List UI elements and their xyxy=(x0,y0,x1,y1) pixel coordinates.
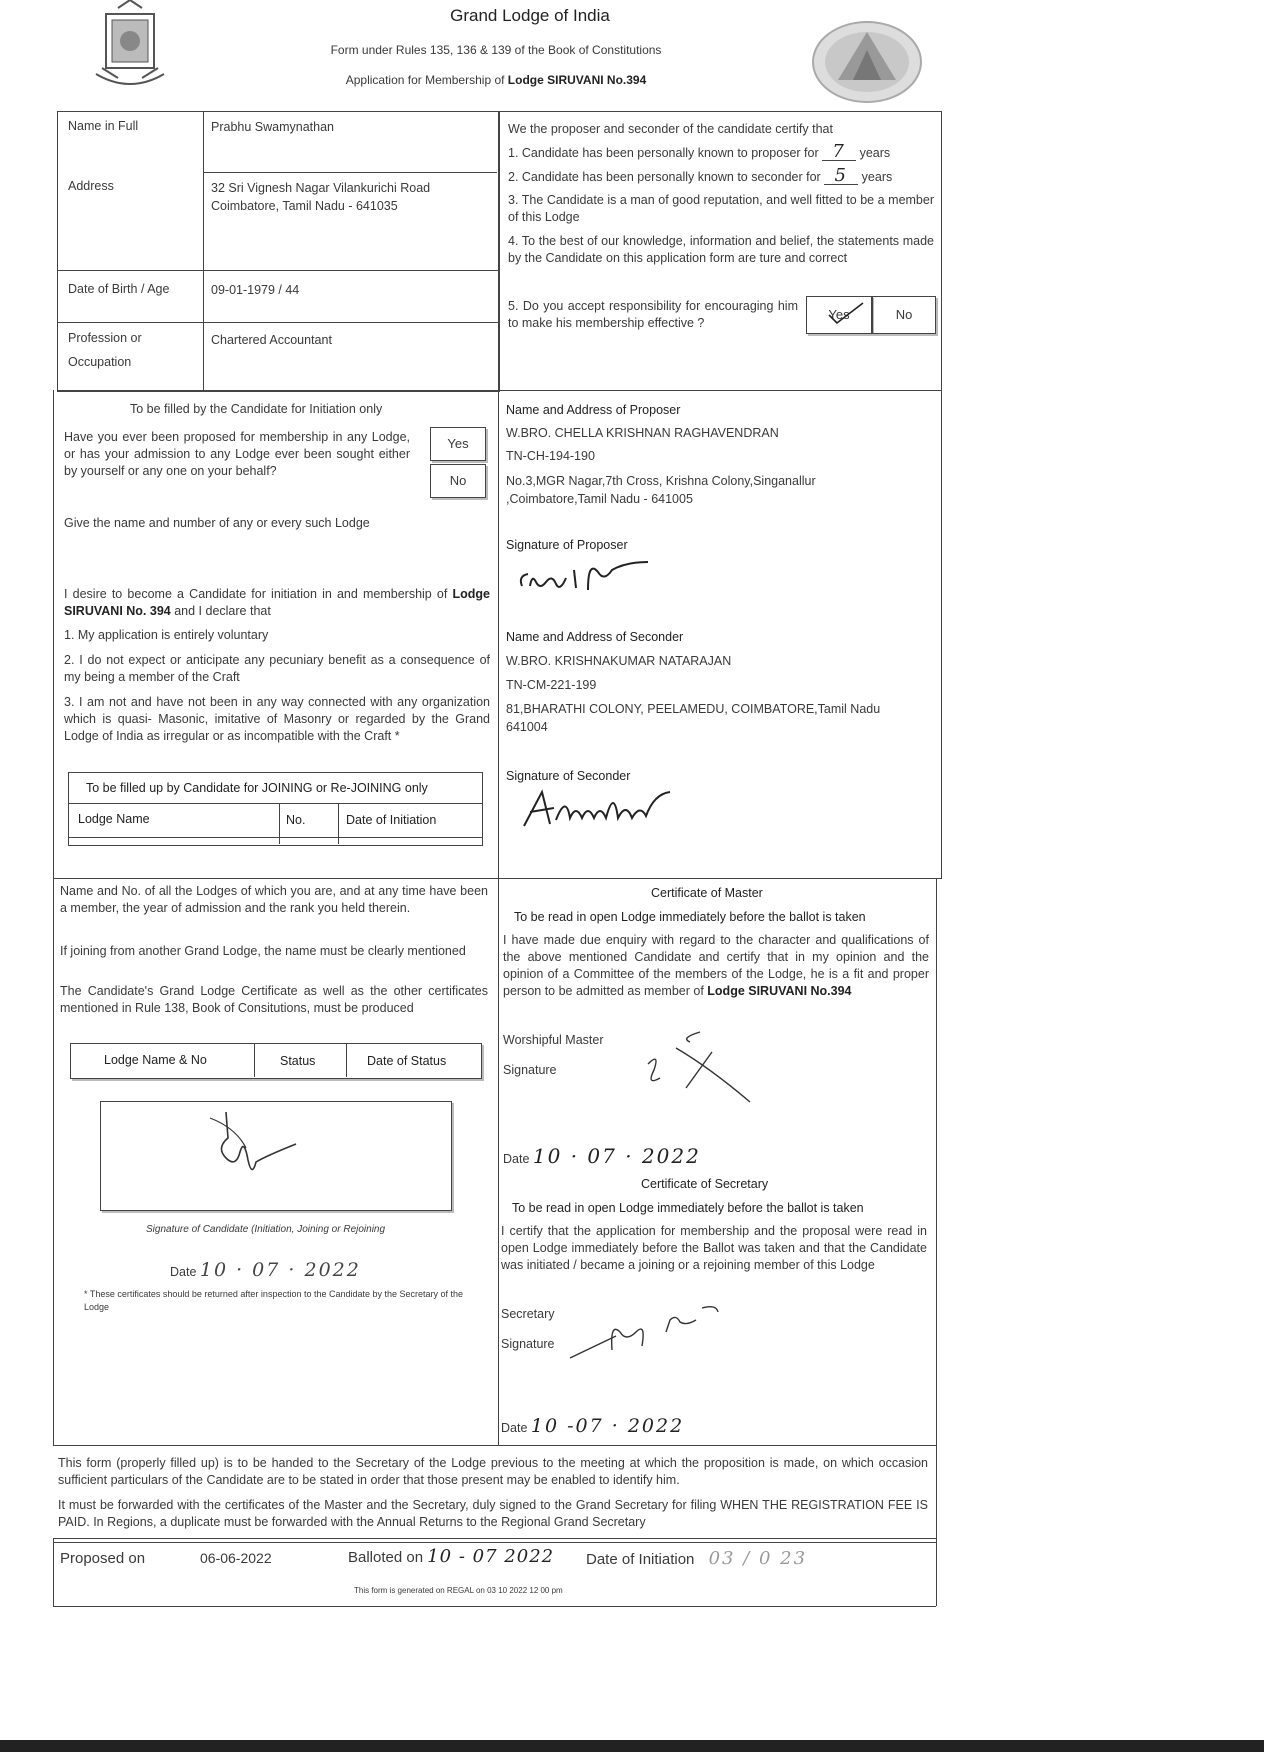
proposed-on-label: Proposed on xyxy=(60,1550,146,1567)
footer-p1: This form (properly filled up) is to be handed to the Secretary of the Lodge previous to the meeting at which the proposition is made, on which occasion sufficient particulars of the Candidate are to be stated in order that those present may be enabled to identify him. xyxy=(58,1456,928,1487)
tick-mark xyxy=(827,301,867,325)
master-heading: Certificate of Master xyxy=(651,886,763,900)
seconder-signature-label: Signature of Seconder xyxy=(506,769,631,783)
responsibility-yes-box[interactable]: Yes xyxy=(806,296,872,334)
grand-lodge-emblem xyxy=(88,0,172,92)
profession-label: Profession or xyxy=(68,331,142,345)
lodges-col-lodge: Lodge Name & No xyxy=(104,1053,207,1067)
item2-years-value: 5 xyxy=(824,167,858,185)
lodges-info-p2: If joining from another Grand Lodge, the name must be clearly mentioned xyxy=(60,944,466,958)
candidate-signature xyxy=(196,1108,306,1198)
name-value: Prabhu Swamynathan xyxy=(211,120,334,134)
certify-item1: 1. Candidate has been personally known to proposer for 7 years xyxy=(508,141,891,162)
joining-col-no: No. xyxy=(286,813,306,827)
date-of-initiation: Date of Initiation 03 / 0 23 xyxy=(586,1548,808,1569)
footer-p2: It must be forwarded with the certificates of the Master and the Secretary, duly signed to the Grand Secretary for filing WHEN THE REGISTRATION FEE IS PAID. In Regions, a duplicate must be forwarded with the Annual Returns to the Regional Grand Secretary xyxy=(58,1498,928,1529)
desire-text: I desire to become a Candidate for initiation in and membership of Lodge SIRUVANI No. 394 and I declare that xyxy=(64,587,490,618)
give-name-text: Give the name and number of any or every such Lodge xyxy=(64,516,370,530)
seconder-id: TN-CM-221-199 xyxy=(506,678,597,692)
top-left-box xyxy=(57,111,500,392)
master-date: Date 10 · 07 · 2022 xyxy=(503,1144,701,1168)
lodges-info-p1: Name and No. of all the Lodges of which you are, and at any time have been a member, the year of admission and the rank you held therein. xyxy=(60,884,488,915)
proposer-address1: No.3,MGR Nagar,7th Cross, Krishna Colony,Singanallur xyxy=(506,474,816,488)
occupation-label: Occupation xyxy=(68,355,132,369)
address-label: Address xyxy=(68,179,114,193)
certify-item4: 4. To the best of our knowledge, information and belief, the statements made by the Candidate on this application form are ture and correct xyxy=(508,234,934,265)
master-signature xyxy=(640,1028,760,1108)
proposed-on-value: 06-06-2022 xyxy=(200,1550,272,1566)
secretary-date-value: 10 -07 · 2022 xyxy=(530,1415,685,1437)
proposer-heading: Name and Address of Proposer xyxy=(506,403,681,417)
secretary-body: I certify that the application for membership and the proposal were read in open Lodge immediately before the Ballot was taken and that the Candidate was initiated / became a joining or a rejoining member of this Lodge xyxy=(501,1224,927,1272)
master-subheading: To be read in open Lodge immediately before the ballot is taken xyxy=(514,910,866,924)
lodges-col-date: Date of Status xyxy=(367,1054,447,1068)
balloted-on: Balloted on 10 - 07 2022 xyxy=(348,1546,555,1567)
lodges-info-p3: The Candidate's Grand Lodge Certificate as well as the other certificates mentioned in Rule 138, Book of Consitutions, must be produced xyxy=(60,984,488,1015)
proposer-address2: ,Coimbatore,Tamil Nadu - 641005 xyxy=(506,492,693,506)
master-signature-label: Signature xyxy=(503,1063,557,1077)
balloted-on-value: 10 - 07 2022 xyxy=(427,1546,555,1567)
address-line1: 32 Sri Vignesh Nagar Vilankurichi Road xyxy=(211,181,431,195)
proposer-signature-label: Signature of Proposer xyxy=(506,538,628,552)
proposer-name: W.BRO. CHELLA KRISHNAN RAGHAVENDRAN xyxy=(506,426,779,440)
candidate-signature-caption: Signature of Candidate (Initiation, Joining or Rejoining xyxy=(146,1224,386,1235)
secretary-date: Date 10 -07 · 2022 xyxy=(501,1415,685,1437)
document-subtitle: Form under Rules 135, 136 & 139 of the Book of Constitutions xyxy=(330,43,662,57)
candidate-date: Date 10 · 07 · 2022 xyxy=(170,1259,361,1281)
document-title: Grand Lodge of India xyxy=(450,6,610,25)
certify-item5: 5. Do you accept responsibility for encouraging him to make his membership effective ? xyxy=(508,299,798,330)
proposer-id: TN-CH-194-190 xyxy=(506,449,595,463)
master-body: I have made due enquiry with regard to the character and qualifications of the above mentioned Candidate and certify that in my opinion and the opinion of a Committee of the members of the Lodge, he is a fit and proper person to be admitted as member of Lodge SIRUVANI No.394 xyxy=(503,933,929,998)
secretary-heading: Certificate of Secretary xyxy=(641,1177,769,1191)
date-of-initiation-value: 03 / 0 23 xyxy=(708,1548,808,1569)
seconder-signature xyxy=(520,784,680,834)
joining-col-lodge: Lodge Name xyxy=(78,812,150,826)
name-label: Name in Full xyxy=(68,119,139,133)
joining-col-date: Date of Initiation xyxy=(346,813,437,827)
item1-years-value: 7 xyxy=(822,143,856,161)
seconder-address1: 81,BHARATHI COLONY, PEELAMEDU, COIMBATORE,Tamil Nadu xyxy=(506,702,881,716)
certify-item3: 3. The Candidate is a man of good reputation, and well fitted to be a member of this Lodge xyxy=(508,193,934,224)
declaration-3: 3. I am not and have not been in any way connected with any organization which is quasi- Masonic, imitative of Masonry or regarded by the Grand Lodge of India as irregular or as incompatible with the Craft * xyxy=(64,695,490,743)
certify-item2: 2. Candidate has been personally known to seconder for 5 years xyxy=(508,165,893,186)
certify-intro: We the proposer and seconder of the candidate certify that xyxy=(508,122,833,136)
certificates-footnote: * These certificates should be returned after inspection to the Candidate by the Secretary of the Lodge xyxy=(84,1289,464,1312)
profession-value: Chartered Accountant xyxy=(211,333,332,347)
secretary-signature xyxy=(566,1302,726,1362)
application-heading: Application for Membership of Lodge SIRUVANI No.394 xyxy=(345,73,647,87)
seconder-heading: Name and Address of Seconder xyxy=(506,630,684,644)
declaration-1: 1. My application is entirely voluntary xyxy=(64,628,269,642)
proposed-no-box[interactable]: No xyxy=(430,464,486,498)
candidate-date-value: 10 · 07 · 2022 xyxy=(199,1259,361,1281)
secretary-label: Secretary xyxy=(501,1307,555,1321)
seconder-address2: 641004 xyxy=(506,720,548,734)
secretary-subheading: To be read in open Lodge immediately before the ballot is taken xyxy=(512,1201,864,1215)
address-line2: Coimbatore, Tamil Nadu - 641035 xyxy=(211,199,398,213)
responsibility-no-box[interactable]: No xyxy=(872,296,936,334)
seal-stamp xyxy=(808,20,926,104)
proposer-signature xyxy=(516,556,656,602)
dob-label: Date of Birth / Age xyxy=(68,282,170,296)
secretary-signature-label: Signature xyxy=(501,1337,555,1351)
initiation-heading: To be filled by the Candidate for Initiation only xyxy=(130,402,383,416)
master-wm-label: Worshipful Master xyxy=(503,1033,604,1047)
proposed-yes-box[interactable]: Yes xyxy=(430,427,486,461)
master-date-value: 10 · 07 · 2022 xyxy=(532,1144,701,1168)
seconder-name: W.BRO. KRISHNAKUMAR NATARAJAN xyxy=(506,654,732,668)
lodges-col-status: Status xyxy=(280,1054,316,1068)
joining-heading: To be filled up by Candidate for JOINING or Re-JOINING only xyxy=(86,781,428,795)
generated-note: This form is generated on REGAL on 03 10 2022 12 00 pm xyxy=(354,1586,563,1595)
initiation-question: Have you ever been proposed for membership in any Lodge, or has your admission to any Lodge ever been sought either by yourself or any one on your behalf? xyxy=(64,430,410,478)
scan-bottom-edge xyxy=(0,1740,1264,1752)
dob-value: 09-01-1979 / 44 xyxy=(211,283,300,297)
declaration-2: 2. I do not expect or anticipate any pecuniary benefit as a consequence of my being a member of the Craft xyxy=(64,653,490,684)
